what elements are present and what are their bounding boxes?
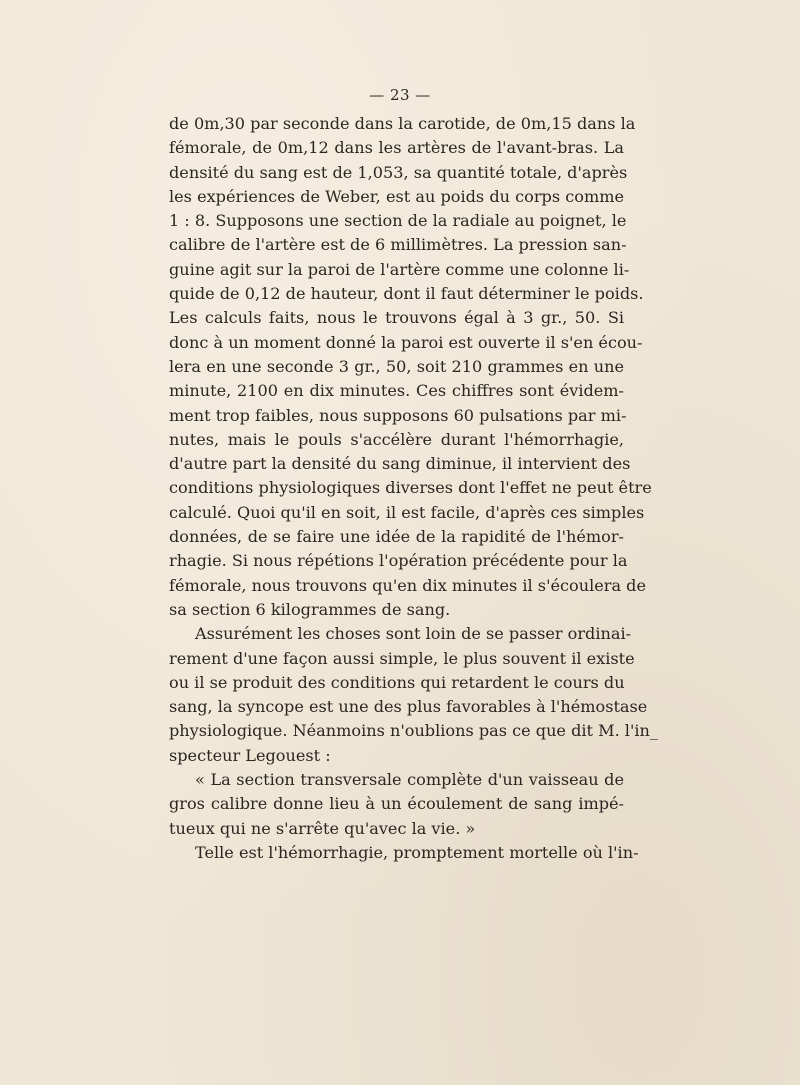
- text-line: specteur Legouest :: [169, 745, 331, 765]
- text-line: données, de se faire une idée de la rapidité de l'hémor-: [169, 527, 624, 547]
- text-line: gros calibre donne lieu à un écoulement de sang impé-: [169, 794, 624, 814]
- text-line: sa section 6 kilogrammes de sang.: [169, 599, 451, 619]
- text-line: quide de 0,12 de hauteur, dont il faut déterminer le poids.: [169, 284, 644, 304]
- text-line: d'autre part la densité du sang diminue, il intervient des: [169, 454, 631, 474]
- text-line: densité du sang est de 1,053, sa quantité totale, d'après: [169, 162, 628, 182]
- text-line: Les calculs faits, nous le trouvons égal à 3 gr., 50. Si: [169, 308, 624, 328]
- text-line: fémorale, de 0m,12 dans les artères de l'avant-bras. La: [169, 138, 624, 158]
- text-line: conditions physiologiques diverses dont l'effet ne peut être: [169, 478, 652, 498]
- text-line: nutes, mais le pouls s'accélère durant l'hémorrhagie,: [169, 429, 624, 449]
- text-line: Telle est l'hémorrhagie, promptement mortelle où l'in-: [195, 842, 639, 862]
- text-line: de 0m,30 par seconde dans la carotide, de 0m,15 dans la: [169, 114, 636, 133]
- text-line: minute, 2100 en dix minutes. Ces chiffres sont évidem-: [169, 381, 624, 401]
- body-text: [169, 112, 658, 865]
- text-line: « La section transversale complète d'un vaisseau de: [195, 770, 624, 790]
- text-line: rement d'une façon aussi simple, le plus souvent il existe: [169, 648, 635, 668]
- text-line: Assurément les choses sont loin de se passer ordinai-: [195, 624, 632, 644]
- text-line: donc à un moment donné la paroi est ouverte il s'en écou-: [169, 332, 643, 352]
- text-line: lera en une seconde 3 gr., 50, soit 210 grammes en une: [169, 356, 624, 376]
- text-line: calibre de l'artère est de 6 millimètres. La pression san-: [169, 235, 627, 255]
- text-line: ment trop faibles, nous supposons 60 pulsations par mi-: [169, 405, 627, 425]
- text-line: 1 : 8. Supposons une section de la radiale au poignet, le: [169, 211, 627, 231]
- text-line: calculé. Quoi qu'il en soit, il est facile, d'après ces simples: [169, 502, 645, 522]
- text-line: guine agit sur la paroi de l'artère comme une colonne li-: [169, 259, 630, 279]
- text-line: rhagie. Si nous répétions l'opération précédente pour la: [169, 551, 628, 571]
- text-line: physiologique. Néanmoins n'oublions pas ce que dit M. l'in_: [169, 721, 658, 741]
- text-line: ou il se produit des conditions qui retardent le cours du: [169, 672, 625, 692]
- text-line: les expériences de Weber, est au poids du corps comme: [169, 186, 624, 206]
- text-line: tueux qui ne s'arrête qu'avec la vie. »: [169, 818, 476, 838]
- page-number: — 23 —: [369, 86, 431, 104]
- text-line: fémorale, nous trouvons qu'en dix minutes il s'écoulera de: [169, 575, 646, 595]
- text-line: sang, la syncope est une des plus favorables à l'hémostase: [169, 697, 648, 717]
